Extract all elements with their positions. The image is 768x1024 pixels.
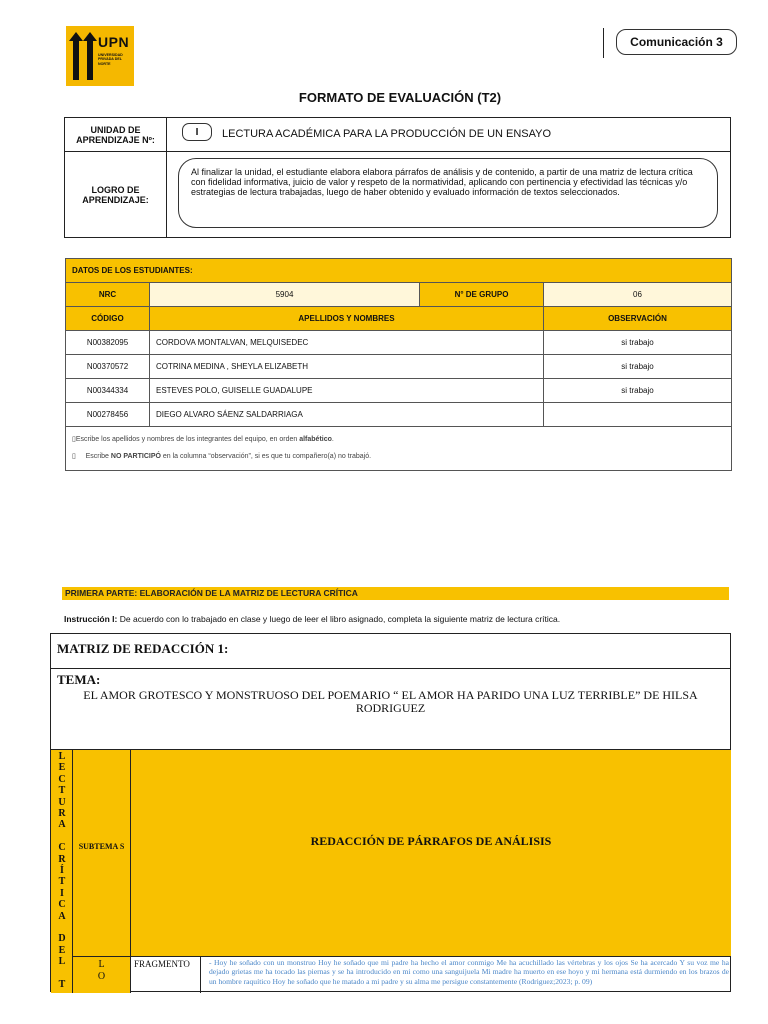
student-name: ESTEVES POLO, GUISELLE GUADALUPE (150, 379, 544, 403)
table-row (66, 403, 732, 427)
fragmento-label: FRAGMENTO (131, 957, 201, 993)
student-obs: si trabajo (544, 379, 732, 403)
matriz-title: MATRIZ DE REDACCIÓN 1: (51, 634, 730, 669)
fragmento-text: - Hoy he soñado con un monstruo Hoy he soñado que mi padre ha hecho el amor conmigo Me ha acuchillado las vértebras y los ojos Se ha acercado Y su voz me ha dejado grietas me ha tocado las piernas y se ha introducido en mi como una sanguijuela Mi madre ha muerto en ese hoyo y mi hermana está durmiendo en los brazos de un hombre raquítico Hoy he soñado que he matado a mi padre y su alma me persigue constantemente (Rodriguez;2023; p. 09) (209, 958, 729, 986)
student-code: N00344334 (66, 379, 150, 403)
tema-text: EL AMOR GROTESCO Y MONSTRUOSO DEL POEMARIO “ EL AMOR HA PARIDO UNA LUZ TERRIBLE” DE HILSA RODRIGUEZ (83, 688, 698, 715)
student-name: CORDOVA MONTALVAN, MELQUISEDEC (150, 331, 544, 355)
students-heading: DATOS DE LOS ESTUDIANTES: (66, 259, 732, 283)
vertical-letter: C (58, 899, 66, 911)
lo-letter-l: L (98, 959, 105, 970)
course-badge: Comunicación 3 (616, 29, 737, 55)
vertical-letter: E (58, 762, 66, 774)
bullet-icon: ▯ (72, 453, 76, 460)
vertical-letter: I (60, 887, 64, 899)
group-label: N° DE GRUPO (420, 283, 544, 307)
nrc-value: 5904 (150, 283, 420, 307)
logo-subtitle: UNIVERSIDAD PRIVADA DEL NORTE (98, 53, 123, 66)
matriz-table (50, 633, 731, 992)
logro-row (65, 152, 730, 238)
notes-row (66, 427, 732, 471)
vertical-letter: D (58, 933, 66, 945)
student-code: N00370572 (66, 355, 150, 379)
logro-text: Al finalizar la unidad, el estudiante elabora elabora párrafos de análisis y de contenido, a partir de una matriz de lectura crítica con fidelidad informativa, juicio de valor y respeto de la normatividad, aplicando con pertinencia y efectividad las técnicas y/o estrategias de lectura trabajadas, luego de haber obtenido y evaluado información de textos seleccionados. (178, 158, 718, 228)
lo-cell (73, 957, 131, 993)
upn-logo-icon (69, 32, 97, 80)
student-obs (544, 403, 732, 427)
students-table (65, 258, 732, 471)
group-value: 06 (544, 283, 732, 307)
upn-logo (66, 26, 134, 86)
unit-name: LECTURA ACADÉMICA PARA LA PRODUCCIÓN DE UN ENSAYO (222, 128, 552, 140)
student-code: N00278456 (66, 403, 150, 427)
vertical-letter: U (58, 796, 66, 808)
unit-number: I (182, 123, 212, 141)
redaccion-header: REDACCIÓN DE PÁRRAFOS DE ANÁLISIS (131, 750, 731, 957)
table-row (66, 355, 732, 379)
bullet-icon: ▯ (72, 436, 76, 443)
document-title: FORMATO DE EVALUACIÓN (T2) (298, 90, 502, 105)
student-obs: si trabajo (544, 355, 732, 379)
tema-row (51, 669, 730, 750)
lo-letter-o: O (97, 971, 106, 982)
col-nombres: APELLIDOS Y NOMBRES (150, 307, 544, 331)
nrc-label: NRC (66, 283, 150, 307)
unit-info-box (64, 117, 731, 238)
section-heading: PRIMERA PARTE: ELABORACIÓN DE LA MATRIZ DE LECTURA CRÍTICA (62, 587, 729, 600)
logro-label: LOGRO DE APRENDIZAJE: (65, 152, 167, 238)
vertical-letter: Í (60, 865, 64, 876)
header-divider (603, 28, 604, 58)
col-codigo: CÓDIGO (66, 307, 150, 331)
table-row (66, 379, 732, 403)
vertical-letter: R (58, 853, 66, 865)
vertical-letter: T (58, 979, 66, 990)
vertical-letter: L (58, 751, 66, 762)
instruction: Instrucción I: De acuerdo con lo trabajado en clase y luego de leer el libro asignado, completa la siguiente matriz de lectura crítica. (64, 614, 561, 624)
student-name: COTRINA MEDINA , SHEYLA ELIZABETH (150, 355, 544, 379)
students-notes (66, 427, 732, 471)
student-obs: si trabajo (544, 331, 732, 355)
nrc-row (66, 283, 732, 307)
students-heading-row (66, 259, 732, 283)
vertical-letter: T (58, 876, 66, 888)
unit-label: UNIDAD DE APRENDIZAJE Nº: (65, 118, 167, 151)
table-row (66, 331, 732, 355)
unit-row (65, 118, 730, 152)
tema-label: TEMA: (57, 672, 101, 687)
vertical-letter: L (58, 956, 66, 968)
col-observacion: OBSERVACIÓN (544, 307, 732, 331)
vertical-label (51, 750, 73, 993)
vertical-letter: E (58, 944, 66, 956)
vertical-letter: A (58, 910, 66, 922)
note-alphabetical: ▯Escribe los apellidos y nombres de los integrantes del equipo, en orden alfabético. (72, 436, 334, 443)
subtema-header: SUBTEMA S (73, 750, 131, 957)
logo-brand: UPN (98, 34, 130, 50)
columns-row (66, 307, 732, 331)
vertical-letter: C (58, 773, 66, 785)
student-name: DIEGO ALVARO SÁENZ SALDARRIAGA (150, 403, 544, 427)
vertical-letter: T (58, 785, 66, 797)
vertical-letter: R (58, 808, 66, 819)
student-code: N00382095 (66, 331, 150, 355)
note-no-participo: ▯ Escribe NO PARTICIPÓ en la columna “observación”, si es que tu compañero(a) no trabajó. (72, 453, 372, 460)
vertical-letter: C (58, 842, 66, 854)
vertical-letter: A (58, 819, 66, 831)
